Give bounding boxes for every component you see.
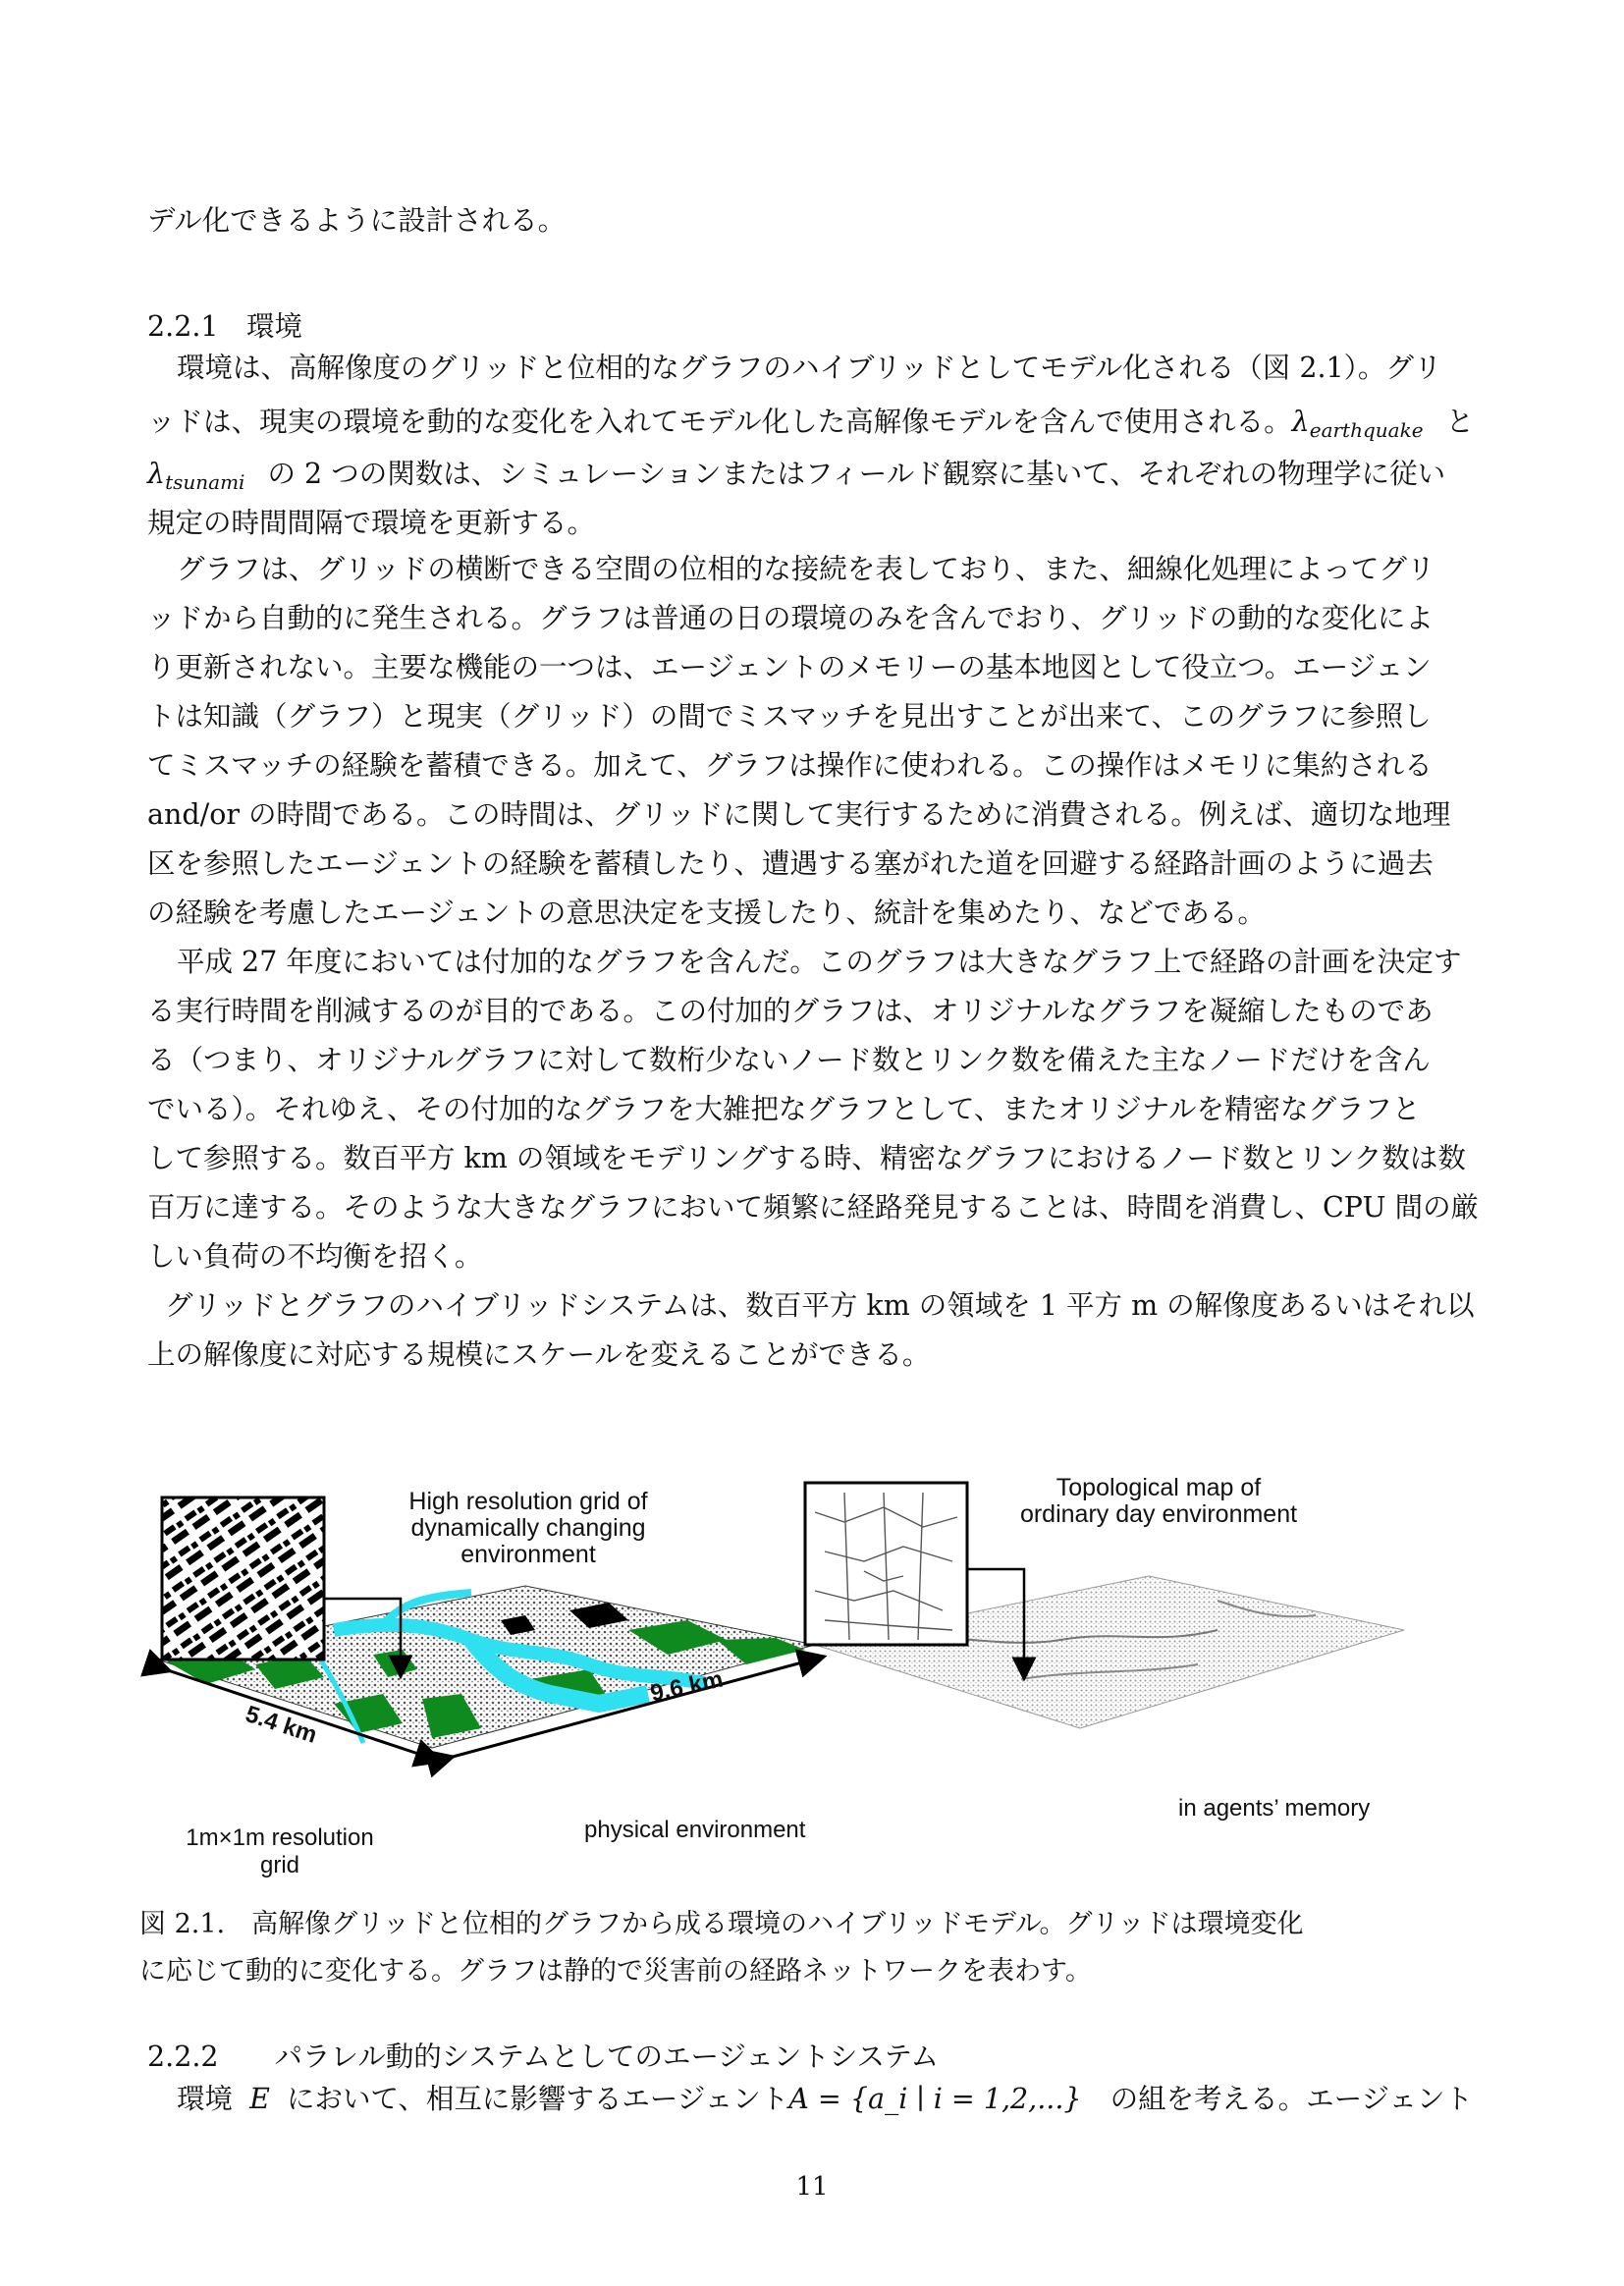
label-line: grid [259, 1852, 300, 1878]
paragraph-line-with-math [147, 403, 1474, 450]
paragraph-line-with-math [147, 455, 1445, 502]
label-line: ordinary day environment [1019, 1500, 1298, 1528]
math-agent-set: A = {a_i ∣ i = 1,2,...} [788, 2083, 1082, 2115]
dimension-label-5-4km: 5.4 km [242, 1701, 321, 1749]
text-span: の 2 つの関数は、シミュレーションまたはフィールド観察に基いて、それぞれの物理学に従い [267, 458, 1446, 490]
paragraph-line: の経験を考慮したエージェントの意思決定を支援したり、統計を集めたり、などである。 [147, 897, 1266, 929]
paragraph-line: 平成 27 年度においては付加的なグラフを含んだ。このグラフは大きなグラフ上で経路の計画を決定す [177, 946, 1462, 978]
paragraph-line: 区を参照したエージェントの経験を蓄積したり、遭遇する塞がれた道を回避する経路計画のように過去 [147, 847, 1434, 880]
paragraph-line: グラフは、グリッドの横断できる空間の位相的な接続を表しており、また、細線化処理によってグリ [177, 553, 1435, 585]
label-line: 1m×1m resolution [186, 1824, 374, 1851]
math-lambda: λ [147, 458, 166, 490]
label-line: dynamically changing [410, 1514, 646, 1542]
label-line: High resolution grid of [408, 1488, 648, 1515]
math-subscript: tsunami [165, 470, 245, 494]
label-grid-title [381, 1489, 676, 1568]
graph-inset [805, 1483, 967, 1645]
paragraph-line-with-math [177, 2080, 1473, 2119]
text-span: 環境 [177, 2083, 234, 2115]
paragraph-line: てミスマッチの経験を蓄積できる。加えて、グラフは操作に使われる。この操作はメモリに集約される [147, 749, 1433, 782]
paragraph-line: 上の解像度に対応する規模にスケールを変えることができる。 [147, 1338, 931, 1371]
paragraph-line: and/or の時間である。この時間は、グリッドに関して実行するために消費される。例えば、適切な地理 [147, 798, 1451, 831]
text-span: と [1445, 406, 1475, 438]
paragraph-line: る（つまり、オリジナルグラフに対して数桁少ないノード数とリンク数を備えた主なノードだけを含ん [147, 1044, 1431, 1076]
grid-inset [162, 1497, 324, 1660]
section-heading-2-2-2: 2.2.2 パラレル動的システムとしてのエージェントシステム [147, 2041, 939, 2073]
page-number: 11 [795, 2172, 829, 2202]
label-resolution-grid [157, 1824, 403, 1879]
paragraph-line: 百万に達する。そのような大きなグラフにおいて頻繁に経路発見することは、時間を消費し、CPU 間の厳 [147, 1191, 1480, 1224]
section-heading-2-2-1: 2.2.1 環境 [147, 310, 303, 343]
text-span: ッドは、現実の環境を動的な変化を入れてモデル化した高解像モデルを含んで使用される。 [147, 406, 1292, 438]
paragraph-line: 規定の時間間隔で環境を更新する。 [147, 507, 596, 539]
figure-caption-line: 図 2.1. 高解像グリッドと位相的グラフから成る環境のハイブリッドモデル。グリッドは環境変化 [139, 1909, 1304, 1939]
figure-2-1 [137, 1453, 1492, 1885]
paragraph-line: グリッドとグラフのハイブリッドシステムは、数百平方 km の領域を 1 平方 m の解像度あるいはそれ以 [165, 1289, 1475, 1322]
math-subscript: earthquake [1309, 418, 1424, 442]
paragraph-line: る実行時間を削減するのが目的である。この付加的グラフは、オリジナルなグラフを凝縮したものであ [147, 995, 1434, 1027]
text-span: の組を考える。エージェント [1110, 2083, 1473, 2115]
label-topological-map [992, 1475, 1326, 1528]
paragraph-line: り更新されない。主要な機能の一つは、エージェントのメモリーの基本地図として役立つ。エージェン [147, 651, 1432, 683]
math-lambda: λ [1291, 406, 1310, 438]
dimension-label-9-6km: 9.6 km [648, 1665, 726, 1708]
math-E: E [249, 2083, 270, 2115]
paragraph-line: しい負荷の不均衡を招く。 [147, 1240, 483, 1273]
label-line: Topological map of [1056, 1474, 1262, 1501]
paragraph-line: デル化できるように設計される。 [147, 204, 567, 237]
label-physical-environment: physical environment [584, 1817, 806, 1843]
figure-caption-line: に応じて動的に変化する。グラフは静的で災害前の経路ネットワークを表わす。 [139, 1956, 1092, 1987]
label-agents-memory: in agents’ memory [1178, 1795, 1371, 1822]
text-span: において、相互に影響するエージェント [286, 2083, 789, 2115]
paragraph-line: トは知識（グラフ）と現実（グリッド）の間でミスマッチを見出すことが出来て、このグラフに参照し [147, 700, 1432, 733]
paragraph-line: でいる）。それゆえ、その付加的なグラフを大雑把なグラフとして、またオリジナルを精密なグラフと [147, 1093, 1421, 1125]
paragraph-line: して参照する。数百平方 km の領域をモデリングする時、精密なグラフにおけるノード数とリンク数は数 [147, 1142, 1466, 1174]
paragraph-line: ッドから自動的に発生される。グラフは普通の日の環境のみを含んでおり、グリッドの動的な変化によ [147, 602, 1434, 634]
paragraph-line: 環境は、高解像度のグリッドと位相的なグラフのハイブリッドとしてモデル化される（図 2.1）。グリ [177, 352, 1442, 384]
label-line: environment [460, 1541, 596, 1568]
